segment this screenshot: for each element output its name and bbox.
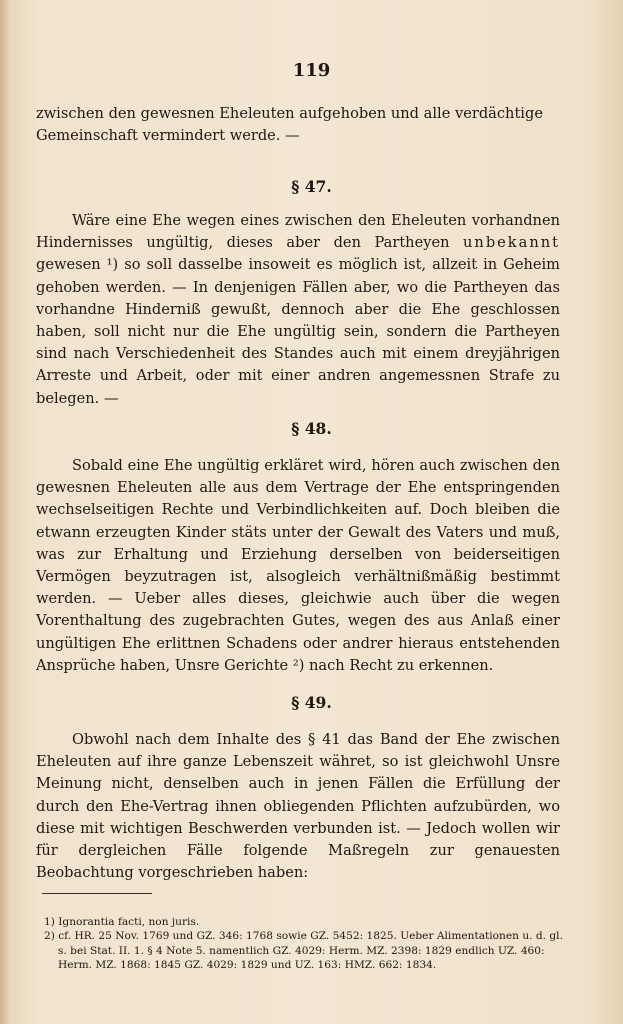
section-48-paragraph: Sobald eine Ehe ungültig erkläret wird, hören auch zwischen den gewesnen Eheleuten alle aus dem Vertrage der Ehe entspringenden wechselseitigen Rechte und Verbindlichkeiten auf. Doch bleiben die etwann erzeugten Kinder stäts unter der Gewalt des Vaters und muß, was zur Erhaltung und Erziehung derselben von beiderseitigen Vermögen beyzutragen ist, alsogleich verhältnißmäßig bestimmt werden. — Ueber alles dieses, gleichwie auch über die wegen Vorenthaltung des zugebrachten Gutes, wegen des aus Anlaß einer ungültigen Ehe erlittnen Schadens oder andrer hieraus entstehenden Ansprüche haben, Unsre Gerichte ²) nach Recht zu erkennen. bbox=[36, 457, 560, 674]
continuation-line-1: zwischen den gewesnen Eheleuten aufgehoben und alle verdächtige bbox=[36, 105, 543, 122]
section-47-part-1: Wäre eine Ehe wegen eines zwischen den Eheleuten vorhandnen Hindernisses ungültig, dieses aber den Partheyen bbox=[36, 212, 560, 252]
page-left-edge bbox=[0, 0, 10, 1024]
continuation-line-2: Gemeinschaft vermindert werde. — bbox=[36, 127, 300, 145]
footnotes bbox=[44, 915, 566, 973]
continuation-paragraph bbox=[36, 103, 560, 147]
section-48-heading: § 48. bbox=[291, 419, 332, 438]
section-47-emphasis: unbekannt bbox=[463, 234, 560, 252]
section-49-heading: § 49. bbox=[291, 693, 332, 712]
section-47-part-3: gewesen ¹) so soll dasselbe insoweit es möglich ist, allzeit in Geheim gehoben werden. — In denjenigen Fällen aber, wo die Partheyen das vorhandne Hinderniß gewußt, dennoch aber die Ehe geschlossen haben, soll nicht nur die Ehe ungültig sein, sondern die Partheyen sind nach Verschiedenheit des Standes auch mit einem dreyjährigen Arreste und Arbeit, oder mit einer andren angemessnen Strafe zu belegen. — bbox=[36, 256, 560, 407]
page-number: 119 bbox=[292, 60, 331, 81]
section-49-paragraph: Obwohl nach dem Inhalte des § 41 das Band der Ehe zwischen Eheleuten auf ihre ganze Lebenszeit währet, so ist gleichwohl Unsre Meinung nicht, denselben auch in jenen Fällen die Erfüllung der durch den Ehe-Vertrag ihnen obliegenden Pflichten aufzubürden, wo diese mit wichtigen Beschwerden verbunden ist. — Jedoch wollen wir für dergleichen Fälle folgende Maßregeln zur genauesten Beobachtung vorgeschrieben haben: bbox=[36, 731, 560, 882]
section-49-text bbox=[36, 729, 560, 884]
footnote-2: 2) cf. HR. 25 Nov. 1769 und GZ. 346: 1768 sowie GZ. 5452: 1825. Ueber Alimentationen u. d. gl. s. bei Stat. II. 1. § 4 Note 5. namentlich GZ. 4029: Herm. MZ. 2398: 1829 endlich UZ. 460: Herm. MZ. 1868: 1845 GZ. 4029: 1829 und UZ. 163: HMZ. 662: 1834. bbox=[44, 930, 563, 972]
section-48-text bbox=[36, 455, 560, 677]
footnote-1: 1) Ignorantia facti, non juris. bbox=[44, 916, 200, 928]
section-47-paragraph bbox=[36, 210, 560, 410]
section-47-text bbox=[36, 210, 560, 410]
section-47-heading: § 47. bbox=[291, 177, 332, 196]
footnote-divider bbox=[42, 893, 152, 894]
